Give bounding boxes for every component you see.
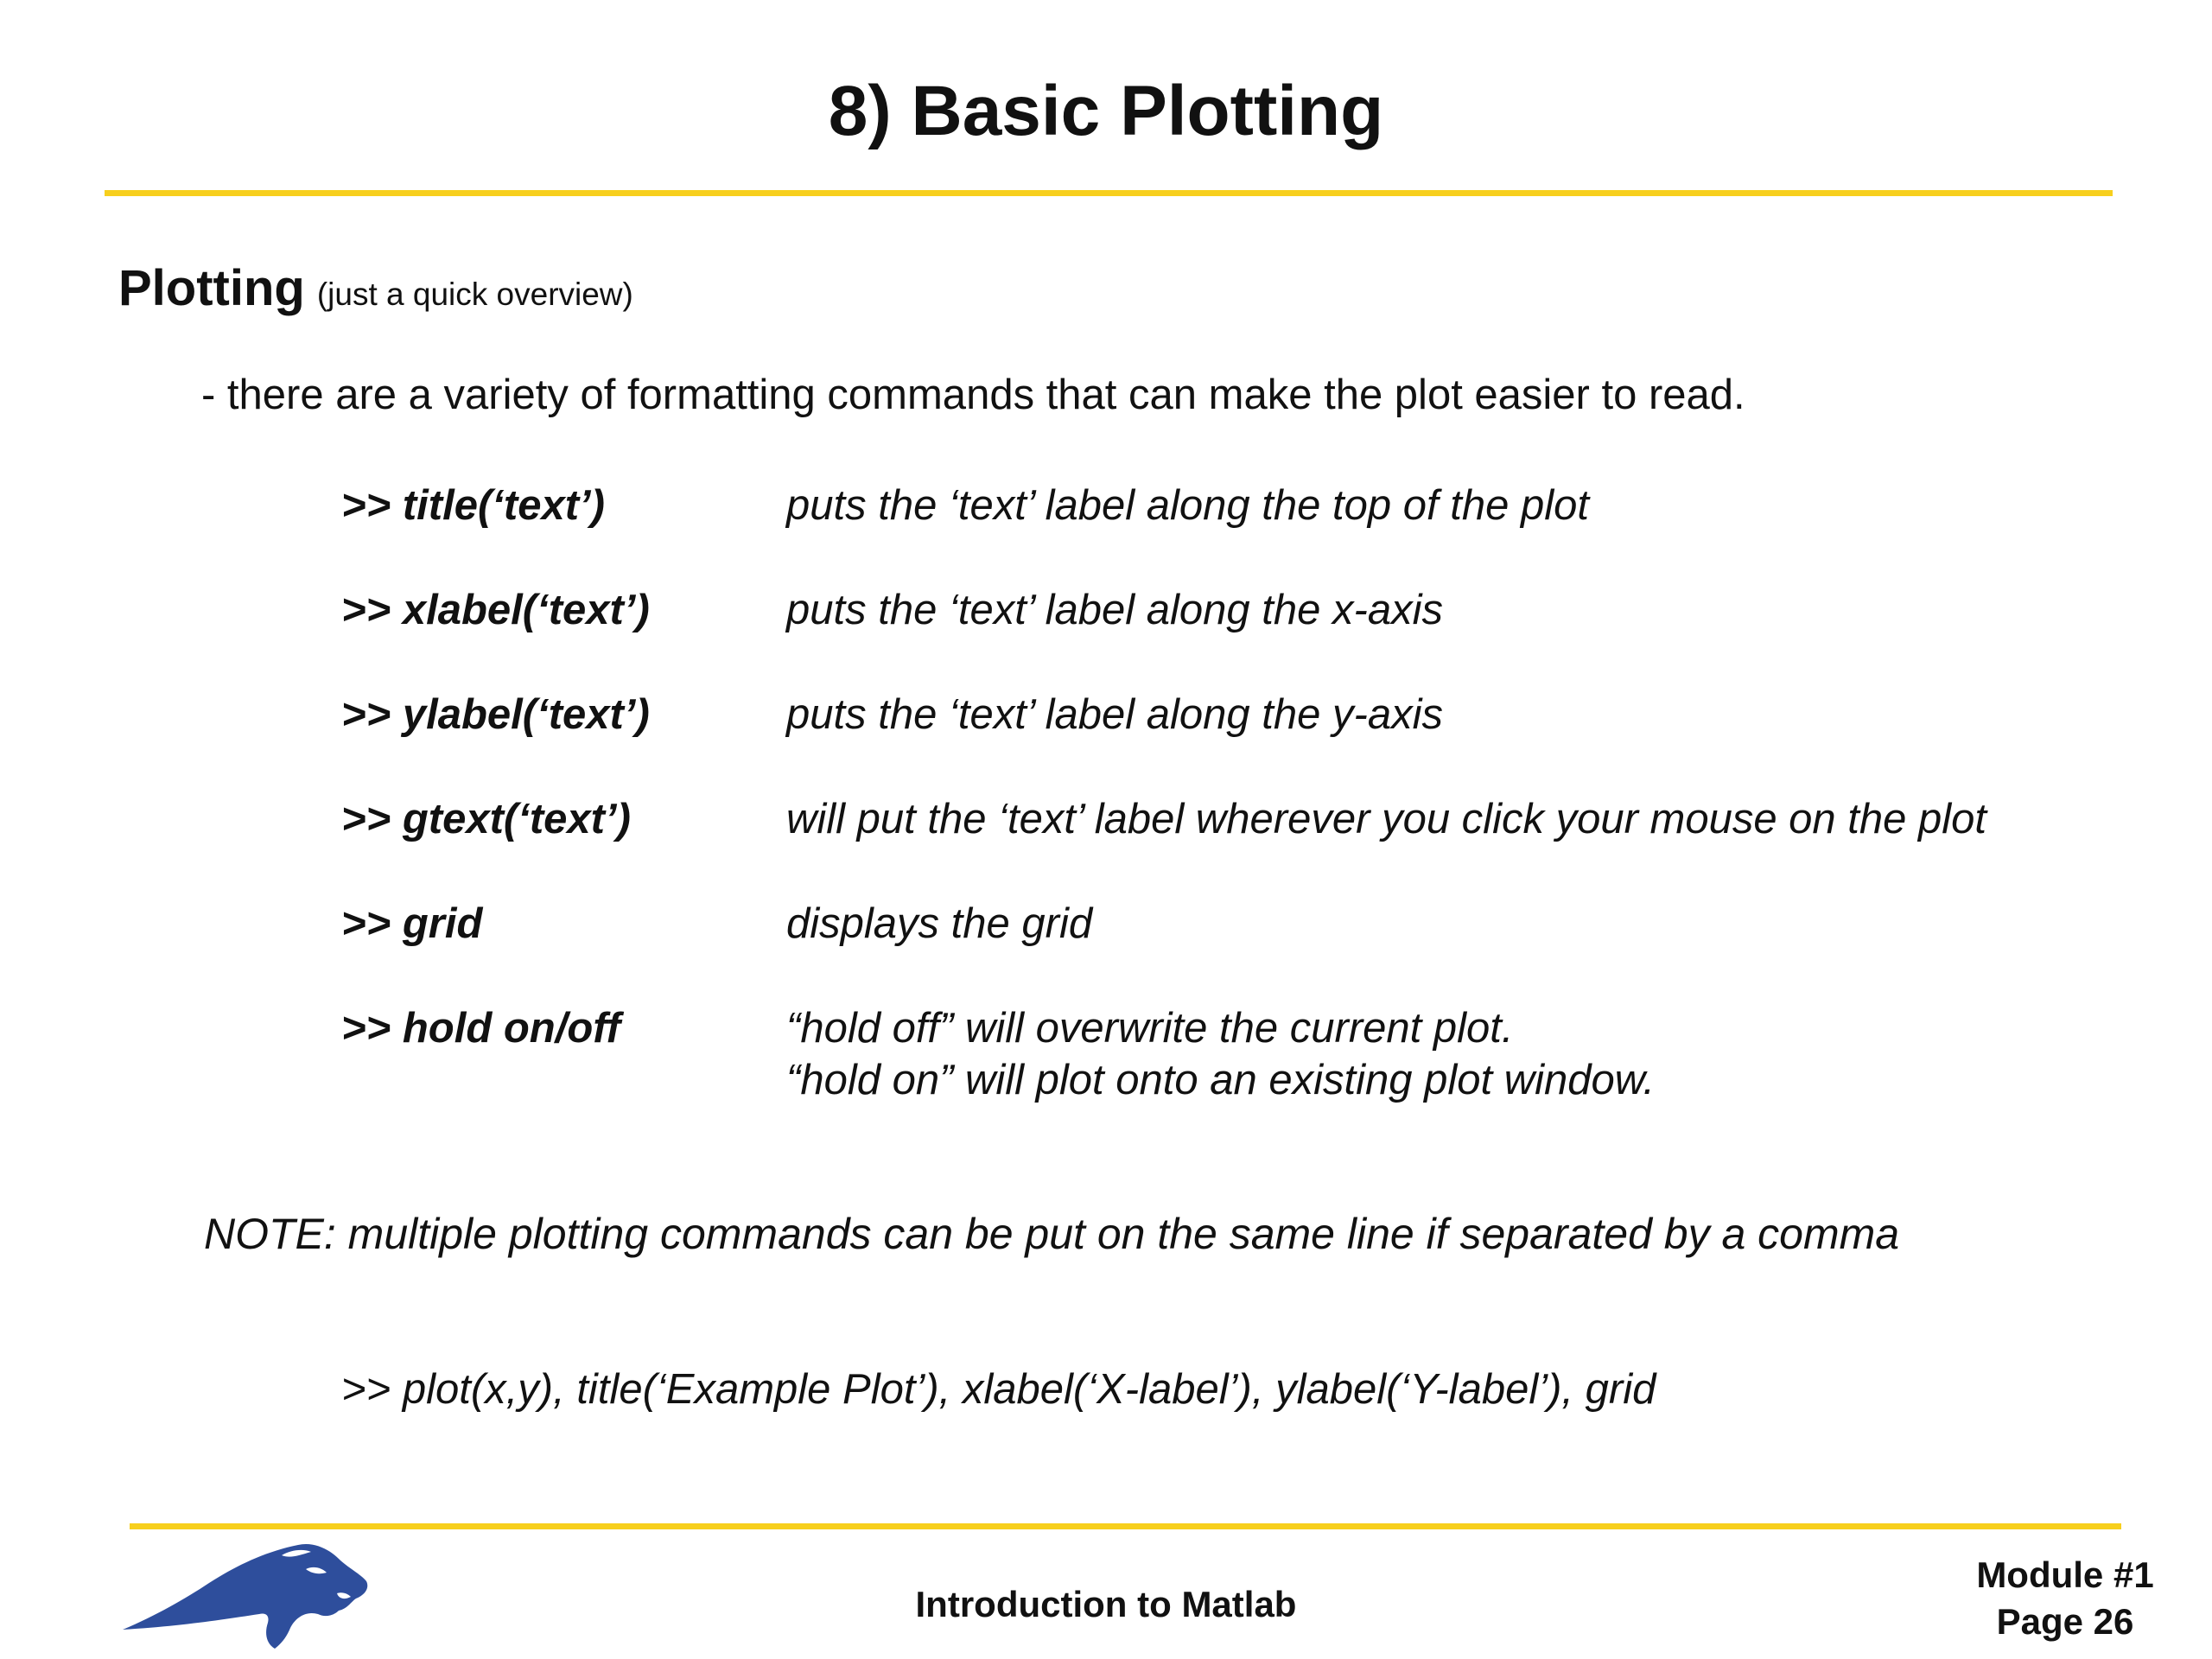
description-line: “hold on” will plot onto an existing plot window.: [786, 1057, 1656, 1103]
section-heading: [118, 260, 633, 316]
command-description: [786, 793, 1986, 845]
command-name: >> grid: [341, 900, 483, 947]
description-line: puts the ‘text’ label along the x-axis: [786, 587, 1443, 633]
command-description: [786, 584, 1443, 636]
command-name: >> hold on/off: [341, 1005, 621, 1052]
description-line: displays the grid: [786, 900, 1093, 947]
command-name: >> title(‘text’): [341, 482, 605, 529]
footer-page: Page 26: [1996, 1601, 2134, 1642]
command-description: [786, 898, 1092, 950]
command-name: >> gtext(‘text’): [341, 796, 631, 842]
section-heading-text: Plotting: [118, 260, 305, 316]
command-name: >> ylabel(‘text’): [341, 691, 650, 738]
footer-course: Introduction to Matlab: [915, 1584, 1297, 1624]
slide-title: 8) Basic Plotting: [828, 72, 1384, 150]
example-command: >> plot(x,y), title(‘Example Plot’), xlabel(‘X-label’), ylabel(‘Y-label’), grid: [341, 1366, 1656, 1413]
description-line: puts the ‘text’ label along the y-axis: [786, 691, 1443, 738]
command-description: [786, 480, 1589, 531]
command-description: [786, 689, 1443, 741]
description-line: puts the ‘text’ label along the top of the plot: [786, 482, 1589, 529]
note-text: NOTE: multiple plotting commands can be put on the same line if separated by a comma: [204, 1210, 1900, 1258]
footer-module: Module #1: [1976, 1554, 2154, 1595]
bottom-divider: [130, 1523, 2121, 1529]
command-description: [786, 1002, 1655, 1106]
description-line: will put the ‘text’ label wherever you click your mouse on the plot: [786, 796, 1987, 842]
intro-text: - there are a variety of formatting commands that can make the plot easier to read.: [201, 372, 1745, 418]
section-subheading-text: (just a quick overview): [316, 276, 633, 312]
description-line: “hold off” will overwrite the current plot.: [786, 1005, 1514, 1052]
footer-page-info: [1936, 1552, 2195, 1645]
top-divider: [105, 190, 2113, 196]
command-name: >> xlabel(‘text’): [341, 587, 650, 633]
